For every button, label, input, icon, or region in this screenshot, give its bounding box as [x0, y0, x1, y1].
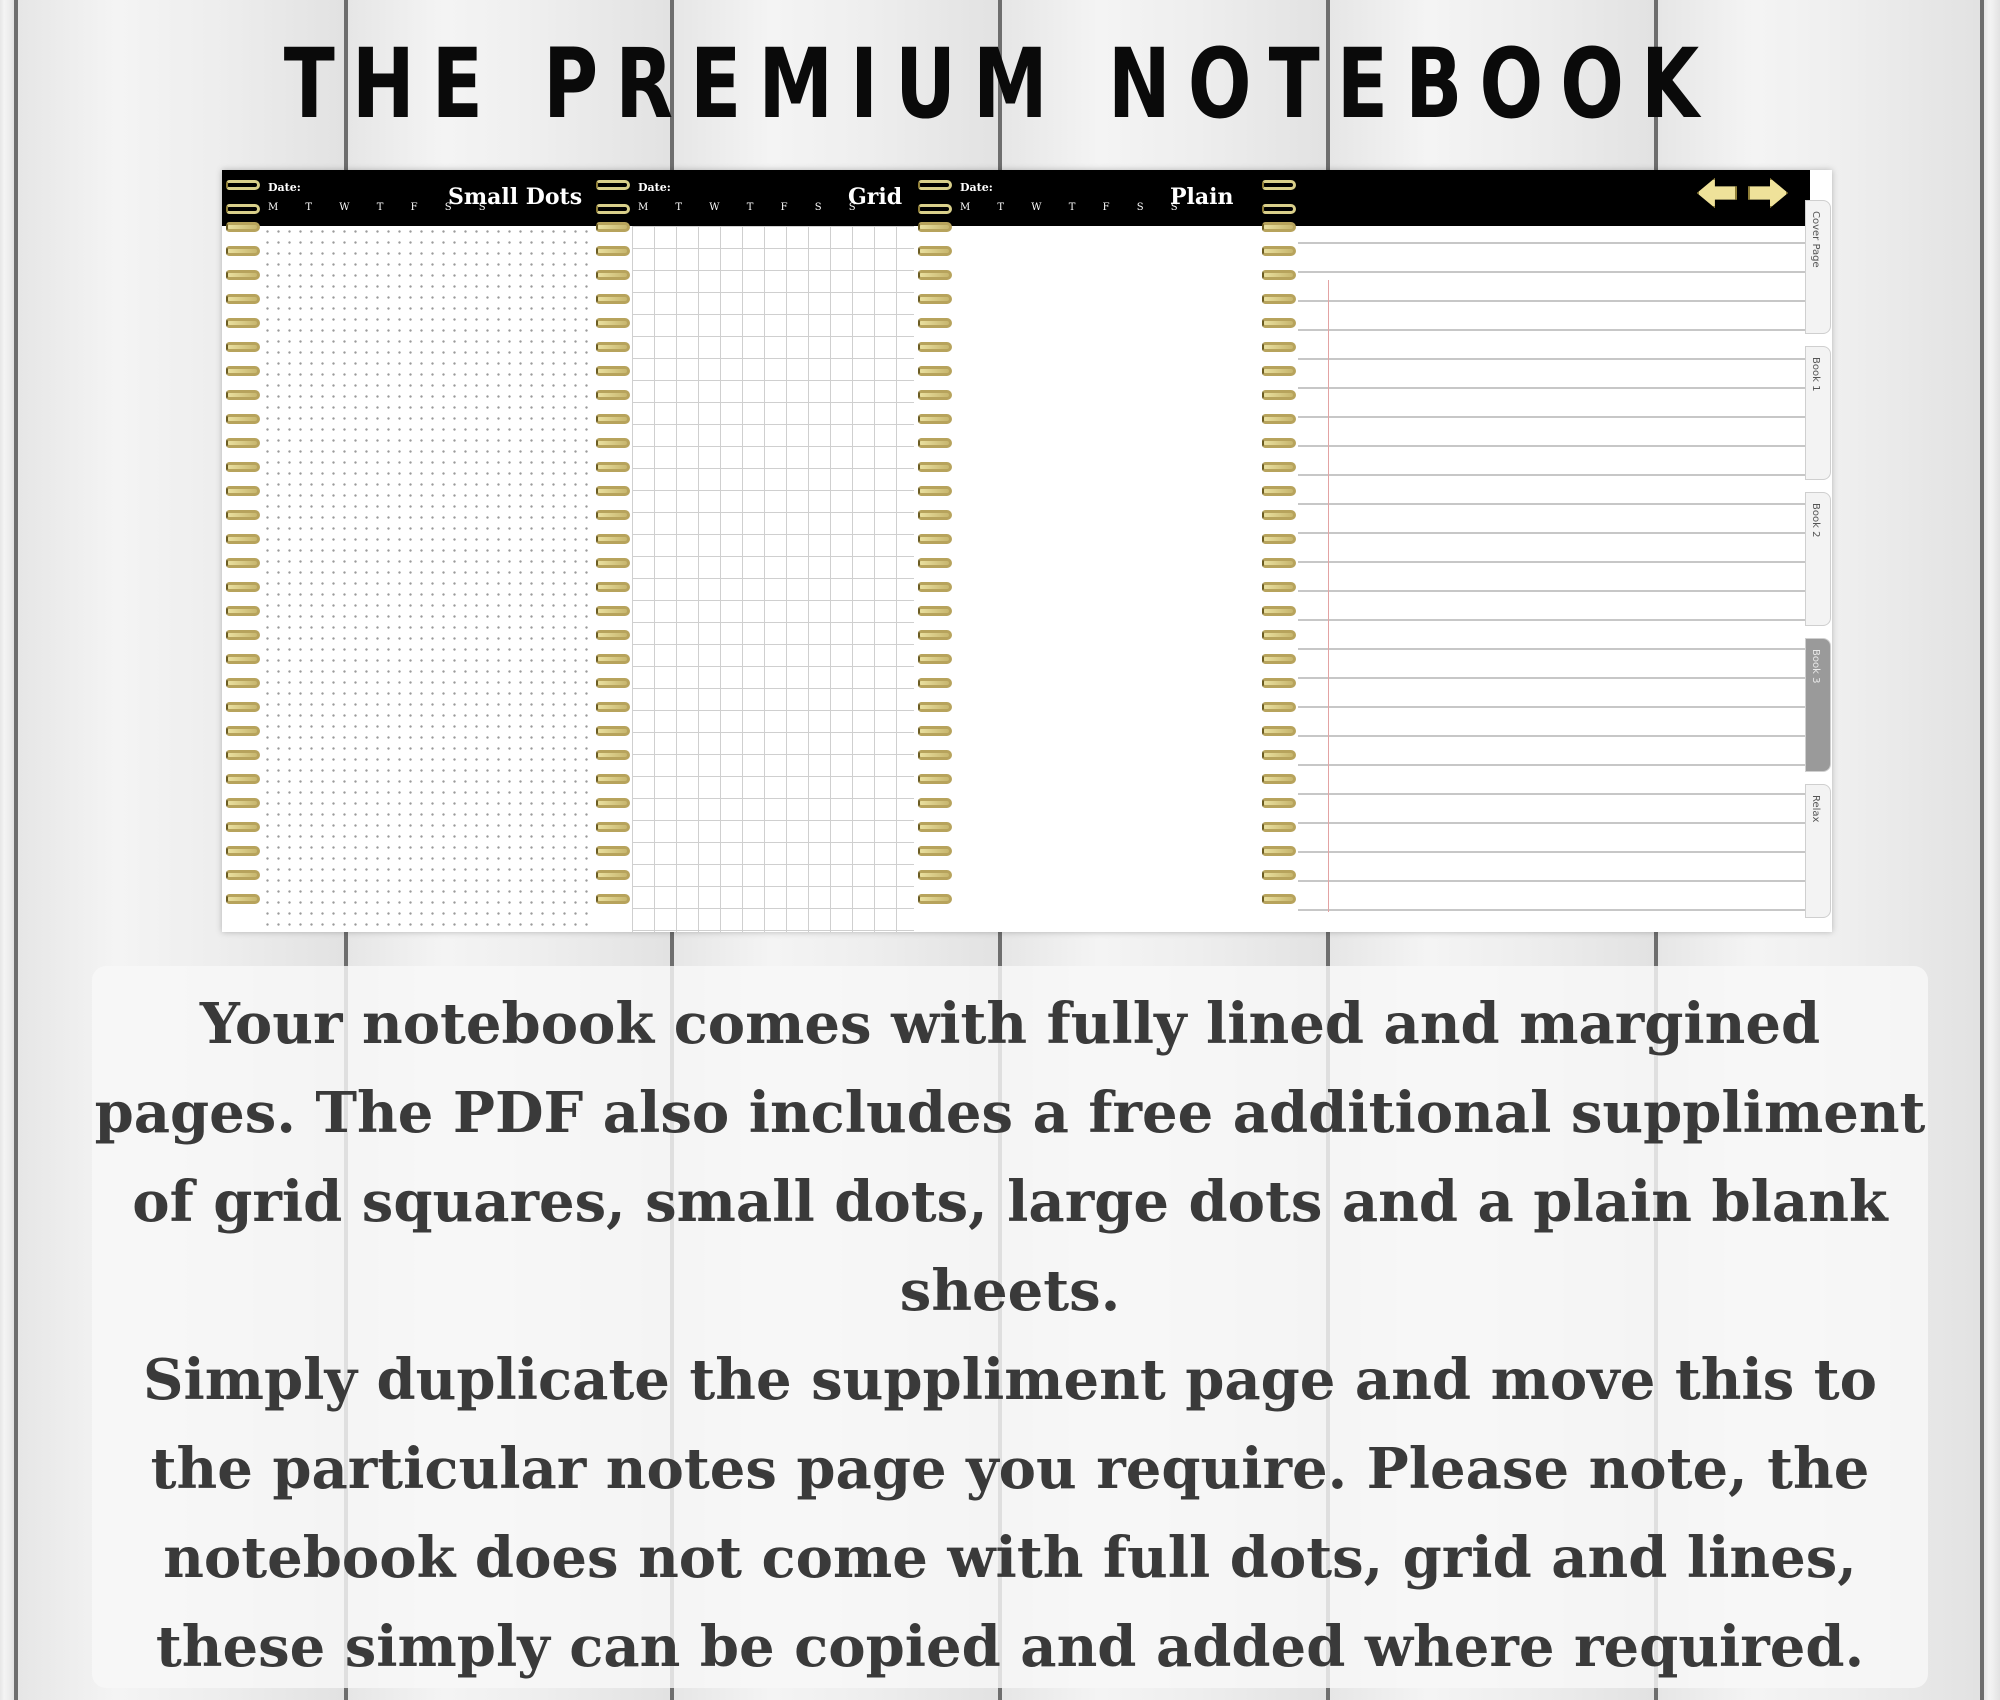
spiral-ring-icon [918, 486, 952, 496]
page-header [1258, 170, 1810, 226]
spiral-ring-icon [918, 462, 952, 472]
spiral-ring-icon [918, 894, 952, 904]
spiral-ring-icon [1262, 414, 1296, 424]
date-label: Date: [638, 181, 671, 194]
spiral-ring-icon [226, 822, 260, 832]
spiral-ring-icon [918, 846, 952, 856]
spiral-ring-icon [226, 702, 260, 712]
tab-label: Book 3 [1810, 649, 1821, 684]
spiral-ring-icon [226, 678, 260, 688]
arrow-left-icon[interactable] [1697, 178, 1737, 208]
spiral-ring-icon [226, 270, 260, 280]
spiral-ring-icon [226, 726, 260, 736]
arrow-right-icon[interactable] [1748, 178, 1788, 208]
weekday-selector[interactable]: M T W T F S S [268, 202, 498, 213]
spiral-ring-icon [1262, 486, 1296, 496]
spiral-ring-icon [1262, 606, 1296, 616]
spiral-ring-icon [918, 510, 952, 520]
page-type-title: Plain [1170, 184, 1234, 210]
spiral-ring-icon [1262, 204, 1296, 214]
spiral-ring-icon [226, 318, 260, 328]
spiral-ring-icon [1262, 582, 1296, 592]
spiral-ring-icon [1262, 366, 1296, 376]
spiral-ring-icon [226, 558, 260, 568]
spiral-ring-icon [1262, 462, 1296, 472]
spiral-ring-icon [596, 558, 630, 568]
spiral-ring-icon [596, 390, 630, 400]
plain-area [954, 226, 1258, 932]
page-small-dots[interactable] [222, 170, 592, 932]
dot-pattern [262, 226, 592, 932]
spiral-ring-icon [226, 582, 260, 592]
page-header [592, 170, 914, 226]
page-type-title: Small Dots [448, 184, 583, 210]
spiral-ring-icon [226, 390, 260, 400]
spiral-ring-icon [918, 822, 952, 832]
weekday-selector[interactable]: M T W T F S S [638, 202, 868, 213]
spiral-ring-icon [918, 366, 952, 376]
spiral-ring-icon [918, 870, 952, 880]
spiral-ring-icon [596, 582, 630, 592]
spiral-ring-icon [226, 246, 260, 256]
description-paragraph-1: Your notebook comes with fully lined and margined pages. The PDF also includes a free additional suppliment of grid squares, small dots, large dots and a plain blank sheets. [94, 991, 1926, 1324]
spiral-ring-icon [596, 894, 630, 904]
tab-book-1[interactable] [1805, 346, 1831, 480]
spiral-ring-icon [226, 294, 260, 304]
spiral-ring-icon [918, 390, 952, 400]
spiral-ring-icon [1262, 702, 1296, 712]
page-lined[interactable] [1258, 170, 1810, 932]
spiral-ring-icon [918, 798, 952, 808]
tab-book-2[interactable] [1805, 492, 1831, 626]
spiral-binding [918, 218, 954, 932]
spiral-ring-icon [226, 534, 260, 544]
spiral-ring-icon [918, 678, 952, 688]
spiral-ring-icon [226, 750, 260, 760]
spiral-ring-icon [596, 180, 630, 190]
spiral-ring-icon [1262, 342, 1296, 352]
page-type-title: Grid [848, 184, 903, 210]
spiral-ring-icon [1262, 894, 1296, 904]
spiral-ring-icon [596, 750, 630, 760]
tab-label: Book 2 [1810, 503, 1821, 538]
spiral-ring-icon [1262, 750, 1296, 760]
spiral-ring-icon [596, 366, 630, 376]
spiral-ring-icon [226, 870, 260, 880]
spiral-ring-icon [918, 582, 952, 592]
spiral-ring-icon [1262, 390, 1296, 400]
spiral-ring-icon [1262, 246, 1296, 256]
tab-relax[interactable] [1805, 784, 1831, 918]
spiral-ring-icon [1262, 318, 1296, 328]
spiral-ring-icon [226, 510, 260, 520]
date-label: Date: [960, 181, 993, 194]
spiral-ring-icon [1262, 222, 1296, 232]
spiral-binding [226, 218, 262, 932]
spiral-ring-icon [918, 342, 952, 352]
spiral-ring-icon [1262, 654, 1296, 664]
spiral-ring-icon [596, 798, 630, 808]
spiral-ring-icon [1262, 270, 1296, 280]
spiral-ring-icon [1262, 846, 1296, 856]
spiral-ring-icon [1262, 534, 1296, 544]
page-grid[interactable] [592, 170, 914, 932]
weekday-selector[interactable]: M T W T F S S [960, 202, 1190, 213]
description-paragraph-2: Simply duplicate the suppliment page and move this to the particular notes page you require. Please note, the notebook does not come with full dots, grid and lines, these simply can be copied and added where required. [143, 1347, 1877, 1680]
spiral-ring-icon [918, 726, 952, 736]
spiral-ring-icon [596, 270, 630, 280]
spiral-ring-icon [918, 180, 952, 190]
spiral-ring-icon [918, 414, 952, 424]
spiral-ring-icon [226, 894, 260, 904]
margin-line [1328, 280, 1329, 912]
spiral-ring-icon [1262, 870, 1296, 880]
spiral-ring-icon [226, 846, 260, 856]
spiral-ring-icon [596, 462, 630, 472]
spiral-ring-icon [918, 630, 952, 640]
spiral-ring-icon [1262, 822, 1296, 832]
spiral-ring-icon [1262, 798, 1296, 808]
spiral-ring-icon [1262, 726, 1296, 736]
spiral-ring-icon [1262, 558, 1296, 568]
spiral-ring-icon [226, 366, 260, 376]
page-header [914, 170, 1258, 226]
spiral-ring-icon [1262, 510, 1296, 520]
description-panel [92, 966, 1928, 1688]
spiral-ring-icon [596, 870, 630, 880]
spiral-ring-icon [596, 222, 630, 232]
spiral-ring-icon [1262, 774, 1296, 784]
spiral-ring-icon [918, 654, 952, 664]
spiral-ring-icon [1262, 630, 1296, 640]
spiral-ring-icon [596, 438, 630, 448]
page-plain[interactable] [914, 170, 1258, 932]
spiral-ring-icon [596, 702, 630, 712]
grid-pattern [632, 226, 914, 932]
spiral-binding [1262, 218, 1298, 932]
spiral-ring-icon [226, 342, 260, 352]
spiral-ring-icon [596, 774, 630, 784]
date-label: Date: [268, 181, 301, 194]
spiral-ring-icon [596, 204, 630, 214]
spiral-ring-icon [226, 654, 260, 664]
spiral-ring-icon [596, 342, 630, 352]
spiral-ring-icon [596, 486, 630, 496]
spiral-ring-icon [918, 204, 952, 214]
spiral-ring-icon [226, 486, 260, 496]
spiral-ring-icon [226, 606, 260, 616]
page-navigation [1691, 178, 1788, 218]
spiral-ring-icon [226, 222, 260, 232]
spiral-ring-icon [1262, 678, 1296, 688]
spiral-ring-icon [226, 204, 260, 214]
tab-cover-page[interactable] [1805, 200, 1831, 334]
spiral-ring-icon [226, 414, 260, 424]
spiral-ring-icon [1262, 294, 1296, 304]
spiral-ring-icon [226, 630, 260, 640]
section-tabs [1805, 200, 1831, 930]
spiral-ring-icon [918, 702, 952, 712]
spiral-ring-icon [918, 750, 952, 760]
spiral-ring-icon [596, 822, 630, 832]
spiral-ring-icon [596, 246, 630, 256]
spiral-ring-icon [596, 846, 630, 856]
spiral-ring-icon [596, 606, 630, 616]
tab-label: Relax [1810, 795, 1821, 823]
page-header [222, 170, 592, 226]
ruled-lines [1298, 226, 1810, 932]
spiral-ring-icon [596, 630, 630, 640]
spiral-ring-icon [918, 222, 952, 232]
spiral-ring-icon [226, 438, 260, 448]
spiral-ring-icon [918, 774, 952, 784]
spiral-ring-icon [918, 606, 952, 616]
spiral-ring-icon [226, 798, 260, 808]
spiral-ring-icon [918, 270, 952, 280]
spiral-ring-icon [596, 294, 630, 304]
page-title: THE PREMIUM NOTEBOOK [283, 28, 1717, 140]
spiral-ring-icon [596, 534, 630, 544]
spiral-ring-icon [596, 678, 630, 688]
spiral-ring-icon [1262, 438, 1296, 448]
spiral-ring-icon [596, 318, 630, 328]
spiral-binding [596, 218, 632, 932]
spiral-ring-icon [596, 414, 630, 424]
spiral-ring-icon [918, 246, 952, 256]
spiral-ring-icon [226, 180, 260, 190]
spiral-ring-icon [918, 318, 952, 328]
tab-label: Cover Page [1810, 211, 1821, 268]
notebook-preview [222, 170, 1832, 932]
tab-book-3[interactable] [1805, 638, 1831, 772]
spiral-ring-icon [918, 438, 952, 448]
spiral-ring-icon [596, 726, 630, 736]
spiral-ring-icon [918, 534, 952, 544]
spiral-ring-icon [226, 774, 260, 784]
spiral-ring-icon [596, 654, 630, 664]
spiral-ring-icon [1262, 180, 1296, 190]
spiral-ring-icon [596, 510, 630, 520]
tab-label: Book 1 [1810, 357, 1821, 392]
spiral-ring-icon [226, 462, 260, 472]
spiral-ring-icon [918, 294, 952, 304]
spiral-ring-icon [918, 558, 952, 568]
